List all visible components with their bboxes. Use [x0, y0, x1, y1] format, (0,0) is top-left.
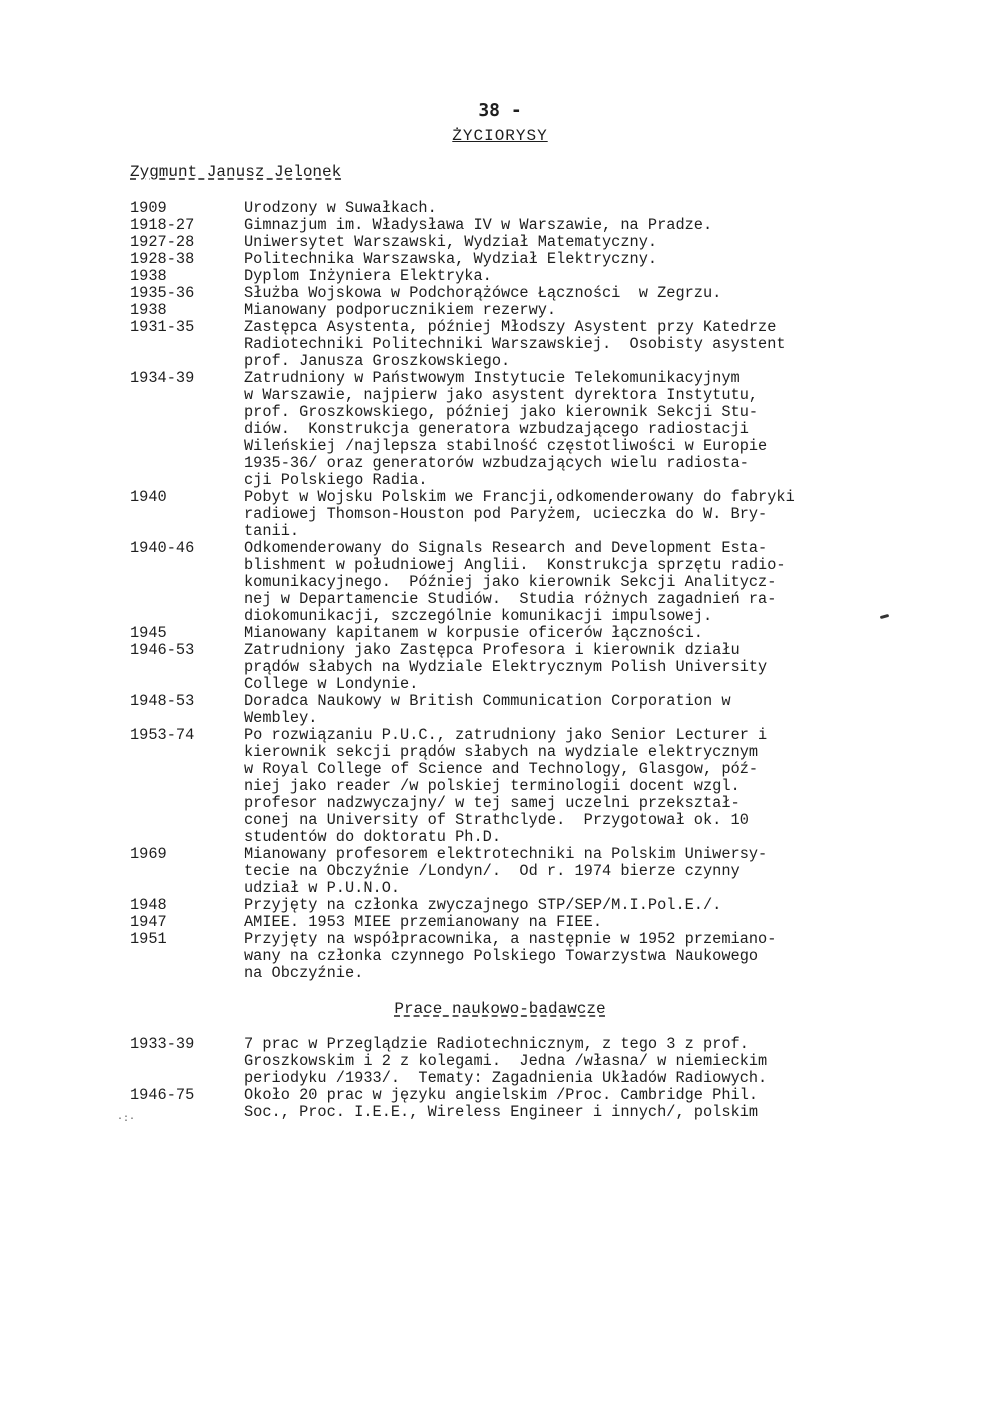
- entry-line: Urodzony w Suwałkach.: [244, 199, 437, 217]
- entry-line: Zatrudniony w Państwowym Instytucie Telekomunikacyjnym: [244, 369, 740, 387]
- entry-year: 1946-75: [130, 1086, 195, 1104]
- entry-row: [130, 693, 880, 727]
- entry-line: komunikacyjnego. Później jako kierownik Sekcji Analitycz-: [244, 573, 777, 591]
- entry-row: [130, 251, 880, 268]
- entry-line: Odkomenderowany do Signals Research and Development Esta-: [244, 539, 768, 557]
- entry-text: [244, 931, 880, 982]
- entry-line: Przyjęty na współpracownika, a następnie w 1952 przemiano-: [244, 930, 777, 948]
- entry-text: [244, 897, 880, 914]
- entry-row: [130, 370, 880, 489]
- entry-line: Politechnika Warszawska, Wydział Elektryczny.: [244, 250, 658, 268]
- entry-line: tanii.: [244, 522, 300, 540]
- entry-year: 1953-74: [130, 726, 195, 744]
- ink-mark: [880, 614, 889, 619]
- entry-text: [244, 1087, 880, 1121]
- entry-row: [130, 625, 880, 642]
- entry-year: 1928-38: [130, 250, 195, 268]
- page-number: 38 -: [478, 100, 522, 121]
- entry-text: [244, 489, 880, 540]
- entry-line: Mianowany profesorem elektrotechniki na Polskim Uniwersy-: [244, 845, 768, 863]
- entry-year: 1945: [130, 624, 167, 642]
- entry-line: Służba Wojskowa w Podchorążówce Łączności w Zegrzu.: [244, 284, 722, 302]
- entry-text: [244, 625, 880, 642]
- entry-row: [130, 1036, 880, 1087]
- entry-row: [130, 217, 880, 234]
- entry-year: 1940-46: [130, 539, 195, 557]
- entry-row: [130, 642, 880, 693]
- entry-text: [244, 234, 880, 251]
- entry-line: Przyjęty na członka zwyczajnego STP/SEP/M.I.Pol.E./.: [244, 896, 722, 914]
- entry-text: [244, 285, 880, 302]
- entry-line: Groszkowskim i 2 z kolegami. Jedna /własna/ w niemieckim: [244, 1052, 768, 1070]
- entry-line: niej jako reader /w polskiej terminologii docent wzgl.: [244, 777, 740, 795]
- entry-year: 1938: [130, 301, 167, 319]
- scan-specks: ·:·: [117, 1114, 136, 1125]
- person-name: Zygmunt Janusz Jelonek: [130, 163, 342, 181]
- entry-row: [130, 489, 880, 540]
- entry-row: [130, 268, 880, 285]
- entry-line: kierownik sekcji prądów słabych na wydziale elektrycznym: [244, 743, 759, 761]
- entry-row: [130, 846, 880, 897]
- entry-text: [244, 914, 880, 931]
- entry-text: [244, 302, 880, 319]
- biography-list: [130, 200, 880, 982]
- entry-year: 1934-39: [130, 369, 195, 387]
- research-works-list: [130, 1036, 880, 1121]
- entry-row: [130, 200, 880, 217]
- entry-year: 1931-35: [130, 318, 195, 336]
- entry-line: radiowej Thomson-Houston pod Paryżem, ucieczka do W. Bry-: [244, 505, 768, 523]
- entry-row: [130, 931, 880, 982]
- entry-year: 1909: [130, 199, 167, 217]
- entry-year: 1951: [130, 930, 167, 948]
- entry-line: Zastępca Asystenta, później Młodszy Asystent przy Katedrze: [244, 318, 777, 336]
- entry-line: Radiotechniki Politechniki Warszawskiej. Osobisty asystent: [244, 335, 786, 353]
- entry-year: 1946-53: [130, 641, 195, 659]
- entry-row: [130, 727, 880, 846]
- entry-row: [130, 1087, 880, 1121]
- entry-row: [130, 540, 880, 625]
- entry-line: Po rozwiązaniu P.U.C., zatrudniony jako Senior Lecturer i: [244, 726, 768, 744]
- entry-text: [244, 217, 880, 234]
- entry-line: Uniwersytet Warszawski, Wydział Matematyczny.: [244, 233, 658, 251]
- entry-row: [130, 914, 880, 931]
- entry-year: 1935-36: [130, 284, 195, 302]
- entry-line: prof. Groszkowskiego, później jako kierownik Sekcji Stu-: [244, 403, 759, 421]
- entry-line: conej na University of Strathclyde. Przygotował ok. 10: [244, 811, 749, 829]
- entry-line: cji Polskiego Radia.: [244, 471, 428, 489]
- entry-line: prądów słabych na Wydziale Elektrycznym Polish University: [244, 658, 768, 676]
- entry-line: diokomunikacji, szczególnie komunikacji impulsowej.: [244, 607, 713, 625]
- entry-line: diów. Konstrukcja generatora wzbudzającego radiostacji: [244, 420, 749, 438]
- entry-row: [130, 234, 880, 251]
- entry-line: na Obczyźnie.: [244, 964, 364, 982]
- entry-line: Mianowany podporucznikiem rezerwy.: [244, 301, 557, 319]
- entry-year: 1940: [130, 488, 167, 506]
- entry-line: Około 20 prac w języku angielskim /Proc. Cambridge Phil.: [244, 1086, 759, 1104]
- entry-line: w Royal College of Science and Technology, Glasgow, póź-: [244, 760, 759, 778]
- entry-line: Mianowany kapitanem w korpusie oficerów łączności.: [244, 624, 703, 642]
- entry-line: 1935-36/ oraz generatorów wzbudzających wielu radiosta-: [244, 454, 749, 472]
- entry-text: [244, 693, 880, 727]
- entry-line: Zatrudniony jako Zastępca Profesora i kierownik działu: [244, 641, 740, 659]
- entry-line: tecie na Obczyźnie /Londyn/. Od r. 1974 bierze czynny: [244, 862, 740, 880]
- entry-line: Dyplom Inżyniera Elektryka.: [244, 267, 492, 285]
- document-heading: ŻYCIORYSY: [452, 127, 548, 145]
- section-title-research: Prace naukowo-badawcze: [394, 1000, 606, 1018]
- entry-line: Wileńskiej /najlepsza stabilność częstotliwości w Europie: [244, 437, 768, 455]
- entry-year: 1938: [130, 267, 167, 285]
- entry-line: Pobyt w Wojsku Polskim we Francji,odkomenderowany do fabryki: [244, 488, 795, 506]
- entry-line: studentów do doktoratu Ph.D.: [244, 828, 502, 846]
- entry-row: [130, 319, 880, 370]
- entry-year: 1933-39: [130, 1035, 195, 1053]
- entry-row: [130, 302, 880, 319]
- entry-line: blishment w południowej Anglii. Konstrukcja sprzętu radio-: [244, 556, 786, 574]
- entry-year: 1918-27: [130, 216, 195, 234]
- entry-line: w Warszawie, najpierw jako asystent dyrektora Instytutu,: [244, 386, 759, 404]
- entry-year: 1927-28: [130, 233, 195, 251]
- entry-line: College w Londynie.: [244, 675, 419, 693]
- entry-line: prof. Janusza Groszkowskiego.: [244, 352, 511, 370]
- entry-row: [130, 285, 880, 302]
- entry-year: 1948: [130, 896, 167, 914]
- entry-line: periodyku /1933/. Tematy: Zagadnienia Układów Radiowych.: [244, 1069, 768, 1087]
- entry-row: [130, 897, 880, 914]
- entry-text: [244, 540, 880, 625]
- entry-text: [244, 1036, 880, 1087]
- entry-text: [244, 727, 880, 846]
- entry-text: [244, 370, 880, 489]
- entry-line: Wembley.: [244, 709, 318, 727]
- entry-text: [244, 251, 880, 268]
- entry-line: nej w Departamencie Studiów. Studia różnych zagadnień ra-: [244, 590, 777, 608]
- entry-line: wany na członka czynnego Polskiego Towarzystwa Naukowego: [244, 947, 759, 965]
- entry-line: udział w P.U.N.O.: [244, 879, 401, 897]
- entry-text: [244, 846, 880, 897]
- entry-line: Doradca Naukowy w British Communication Corporation w: [244, 692, 731, 710]
- entry-year: 1969: [130, 845, 167, 863]
- entry-text: [244, 200, 880, 217]
- entry-year: 1948-53: [130, 692, 195, 710]
- entry-text: [244, 319, 880, 370]
- entry-line: AMIEE. 1953 MIEE przemianowany na FIEE.: [244, 913, 603, 931]
- entry-text: [244, 268, 880, 285]
- entry-line: Gimnazjum im. Władysława IV w Warszawie, na Pradze.: [244, 216, 713, 234]
- entry-year: 1947: [130, 913, 167, 931]
- entry-text: [244, 642, 880, 693]
- entry-line: profesor nadzwyczajny/ w tej samej uczelni przekształ-: [244, 794, 740, 812]
- entry-line: 7 prac w Przeglądzie Radiotechnicznym, z tego 3 z prof.: [244, 1035, 749, 1053]
- entry-line: Soc., Proc. I.E.E., Wireless Engineer i innych/, polskim: [244, 1103, 759, 1121]
